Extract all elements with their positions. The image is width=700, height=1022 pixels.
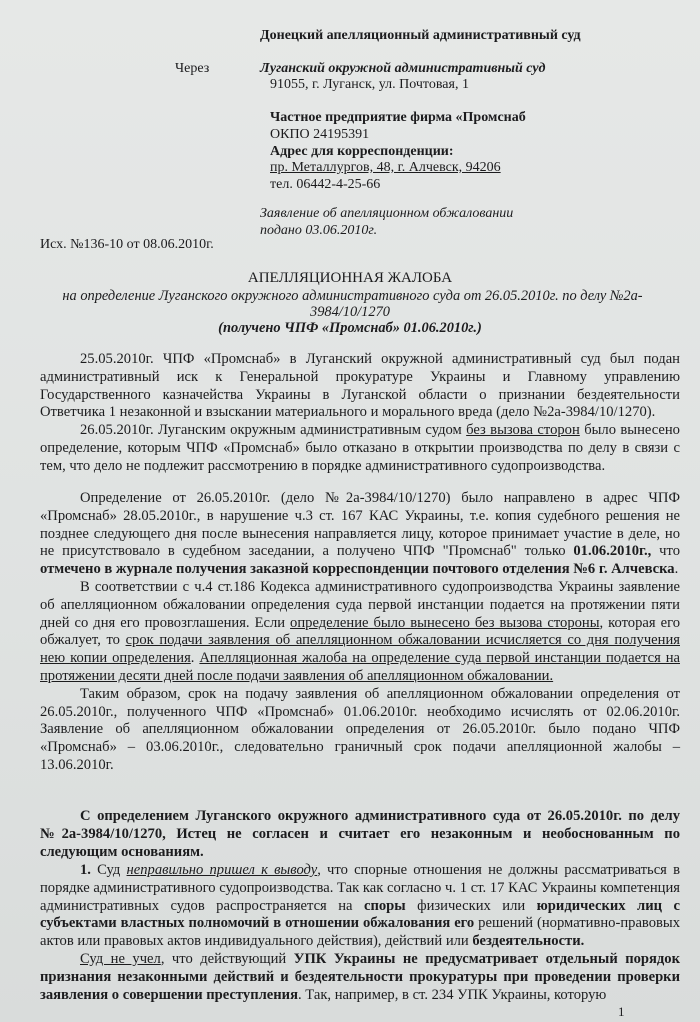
via-court: Луганский окружной административный суд (260, 61, 546, 76)
p7-text-f: решений (нормативно-правовых актов или правовых актов индивидуального действия), действий или (40, 915, 681, 950)
p3-date: 01.06.2010г., (573, 543, 652, 560)
paragraph-disagreement (40, 808, 680, 861)
paragraph-calculation: Таким образом, срок на подачу заявления об апелляционном обжаловании определения от 26.05.2010г., полученного ЧПФ «Промснаб» 01.06.2010г. необходимо исчислять от 02.06.2010г. Заявление об апелляционном обжаловании определения от 26.05.2010г. было подано ЧПФ «Промснаб» – 03.06.2010г., следовательно граничный срок подачи апелляционной жалобы – 13.06.2010г. (40, 685, 680, 773)
paragraph-ground-1 (40, 862, 680, 951)
outgoing-number: Исх. №136-10 от 08.06.2010г. (40, 237, 214, 252)
p4-underlined-2: срок подачи заявления об апелляционном обжаловании исчисляется со дня получения нею копии определения (40, 632, 680, 667)
p3-text-e: . (674, 561, 679, 578)
paragraph-ground-2 (40, 951, 680, 1004)
p7-legal-entities: юридических лиц с субъектами властных полномочий в отношении обжалования его (40, 897, 681, 932)
p7-inaction: бездеятельности. (472, 933, 585, 950)
p8-text-c: . Так, например, в ст. 234 УПК Украины, которую (298, 986, 607, 1003)
correspondence-label: Адрес для корреспонденции: (270, 144, 454, 159)
p4-underlined-1: определение было вынесено без вызова стороны (290, 614, 600, 631)
paragraph-filing: 25.05.2010г. ЧПФ «Промснаб» в Луганский окружной административный суд был подан административный иск к Генеральной прокуратуре Украины и Главному управлению Государственного казначейства Украины в Луганской области о признании бездеятельности Ответчика 1 незаконной и взыскании материального и морального вреда (дело №2а-3984/10/1270). (40, 351, 680, 421)
subtitle-line2: 3984/10/1270 (310, 304, 390, 320)
paragraph-deadline-rules (40, 579, 680, 686)
company-name: Частное предприятие фирма «Промснаб (270, 110, 526, 125)
p8-underlined: Суд не учел (80, 950, 161, 967)
okpo-code: ОКПО 24195391 (270, 127, 370, 142)
disagreement-text: С определением Луганского окружного административного суда от 26.05.2010г. по делу №2а-3984/10/1270, Истец не согласен и считает его незаконным и необоснованным по следующим основаниям. (40, 808, 680, 860)
body-text-2 (40, 490, 680, 775)
p7-text-d: физических или (405, 897, 537, 914)
p8-bold: УПК Украины не предусматривает отдельный порядок признания незаконными действий и бездеятельности прокуратуры при проведении проверки заявления о совершении преступления (40, 950, 681, 1003)
via-court-address: 91055, г. Луганск, ул. Почтовая, 1 (270, 77, 469, 92)
statement-note-line1: Заявление об апелляционном обжаловании (260, 206, 514, 221)
p7-disputes: споры (363, 897, 406, 914)
p2-underlined: без вызова сторон (466, 422, 580, 439)
subtitle-line1: на определение Луганского окружного административного суда от 26.05.2010г. по делу №2а- (62, 288, 643, 304)
p8-text-a: , что действующий (160, 950, 294, 967)
p3-postal-note: отмечено в журнале получения заказной корреспонденции почтового отделения №6 г. Алчевска (40, 561, 675, 578)
p4-text-c: . (190, 650, 200, 667)
body-text (40, 351, 680, 476)
p4-underlined-3: Апелляционная жалоба на определение суда первой инстанции подается на протяжении десяти дней после подачи заявления об апелляционном обжаловании. (40, 650, 680, 684)
p2-text-a: 26.05.2010г. Луганским окружным административным судом (80, 422, 467, 439)
body-text-3 (40, 862, 680, 1004)
p2-text-b: было вынесено определение, которым ЧПФ «Промснаб» было отказано в открытии производства по делу в связи с тем, что дело не подлежит рассмотрению в порядке административного судопроизводства. (40, 422, 680, 474)
statement-note-line2: подано 03.06.2010г. (260, 223, 378, 238)
page-number: 1 (618, 1004, 625, 1019)
addressee-court: Донецкий апелляционный административный суд (260, 28, 581, 43)
document-title: АПЕЛЛЯЦИОННАЯ ЖАЛОБА (247, 270, 453, 286)
p7-text-b: , что спорные отношения не должны рассматриваться в порядке административного судопроизводства. Так как согласно ч. 1 ст. 17 КАС Украины компетенция административных судов распространяется на (40, 862, 680, 914)
received-note: (получено ЧПФ «Промснаб» 01.06.2010г.) (218, 320, 482, 336)
phone-number: тел. 06442-4-25-66 (270, 177, 381, 192)
p4-text-b: , которая его обжалует, то (40, 614, 680, 649)
correspondence-address: пр. Металлургов, 48, г. Алчевск, 94206 (270, 160, 501, 175)
paragraph-delivery (40, 490, 680, 579)
p7-underlined: неправильно пришел к выводу (126, 862, 318, 878)
p7-number: 1. (80, 862, 91, 878)
p7-text-a: Суд (90, 862, 127, 878)
paragraph-ruling (40, 422, 680, 475)
through-label: Через (175, 61, 210, 76)
p4-text-a: В соответствии с ч.4 ст.186 Кодекса административного судопроизводства Украины заявление об апелляционном обжаловании определения суда первой инстанции подается на протяжении пяти дней со дня его провозглашения. Если (40, 578, 680, 631)
p3-text-c: что (651, 543, 680, 560)
p3-text-a: Определение от 26.05.2010г. (дело №2а-3984/10/1270) было направлено в адрес ЧПФ «Промснаб» 28.05.2010г., в нарушение ч.3 ст. 167 КАС Украины, т.е. копия судебного решения не позднее следующего дня после вынесения направляется лицу, которое принимает участие в деле, но не присутствовало в судебном заседании, а получено ЧПФ "Промснаб" только (40, 490, 680, 560)
